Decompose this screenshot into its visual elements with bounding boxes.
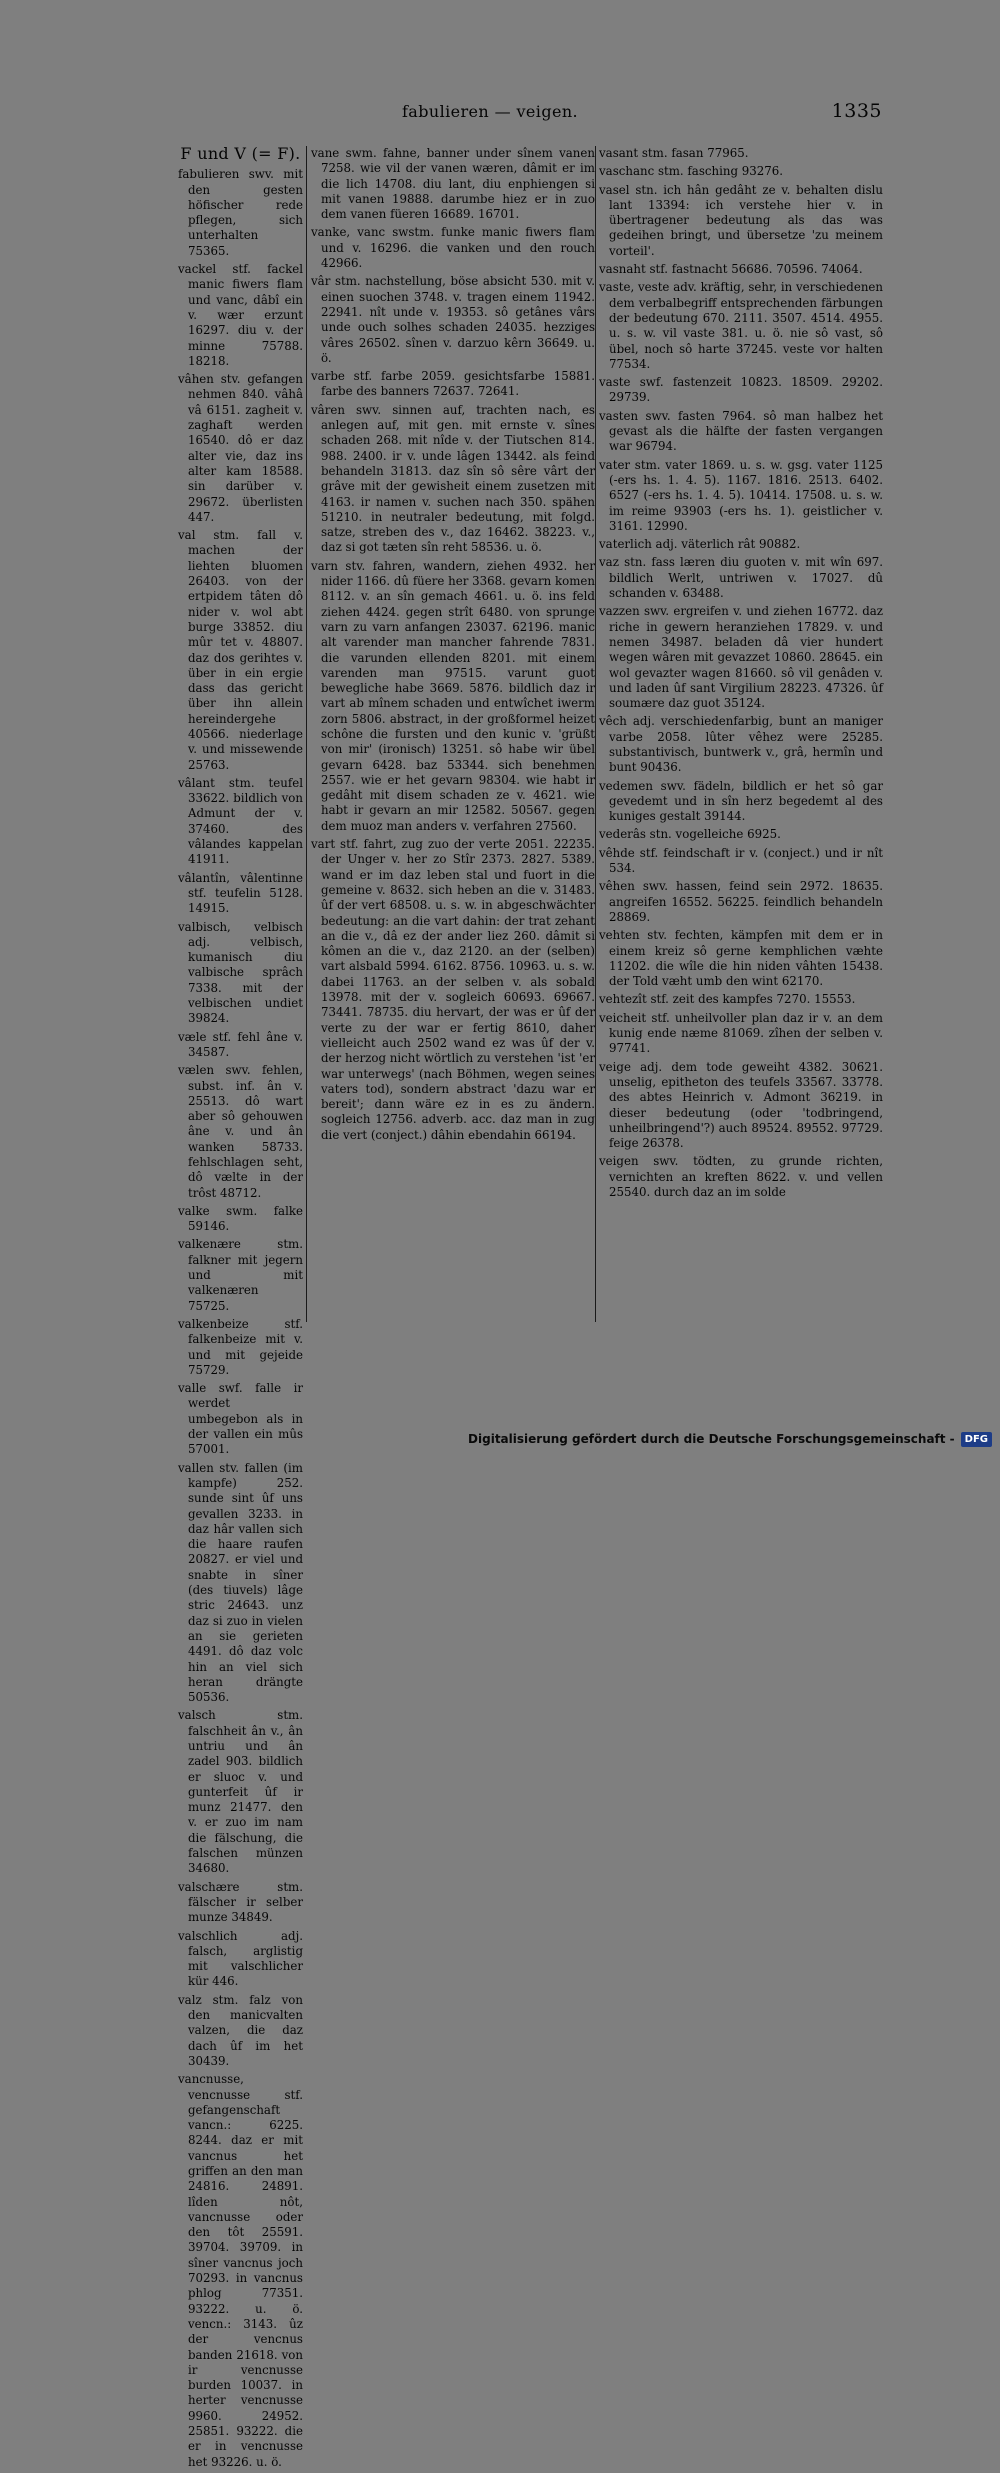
dictionary-entry: vâlant stm. teufel 33622. bildlich von Admunt der v. 37460. des vâlandes kappelan 41911. [178,775,303,867]
dictionary-entry: væle stf. fehl âne v. 34587. [178,1029,303,1059]
dictionary-entry: vasnaht stf. fastnacht 56686. 70596. 74064. [599,262,863,277]
footer-credit: Digitalisierung gefördert durch die Deutsche Forschungsgemeinschaft - [468,1432,955,1446]
dictionary-entry: vêch adj. verschiedenfarbig, bunt an maniger varbe 2058. lûter vêhez were 25285. substantivisch, buntwerk v., grâ, hermîn und bunt 90436. [599,714,883,775]
section-heading: F und V (= F). [180,144,301,163]
running-title: fabulieren — veigen. [401,102,579,121]
page-header [0,100,1000,124]
dictionary-entry: valz stm. falz von den manicvalten valzen, die daz dach ûf im het 30439. [178,1992,303,2068]
column-entries [599,146,883,1200]
dictionary-entry: veigen swv. tödten, zu grunde richten, vernichten an kreften 8622. v. und vellen 25540. durch daz an im solde [599,1154,883,1199]
dictionary-entry: vanke, vanc swstm. funke manic fiwers flam und v. 16296. die vanken und den rouch 42966. [311,225,595,271]
dictionary-entry: veicheit stf. unheilvoller plan daz ir v. an dem kunig ende næme 81069. zîhen der selben v. 97741. [599,1010,883,1056]
dictionary-entry: vaz stn. fass læren diu guoten v. mit wîn 697. bildlich Werlt, untriwen v. 17027. dû schanden v. 63488. [599,555,883,601]
dictionary-entry: vêhen swv. hassen, feind sein 2972. 18635. angreifen 16552. 56225. feindlich behandeln 28869. [599,879,883,924]
dictionary-entry: vêhde stf. feindschaft ir v. (conject.) und ir nît 534. [599,845,883,876]
dictionary-entry: vâr stm. nachstellung, böse absicht 530. mit v. einen suochen 3748. v. tragen einem 11942. 22941. nît unde v. 19353. sô getânes vârs unde ouch solhes schaden 24035. hezziges vâres 26502. sînen v. darzuo kêrn 36649. u. ö. [311,274,595,365]
dictionary-entry: vasel stn. ich hân gedâht ze v. behalten dislu lant 13394: ich verstehe hier v. in übertragener bedeutung als das was gedeihen bringt, und übersetze 'zu meinem vorteil'. [599,182,883,258]
dictionary-entry: val stm. fall v. machen der liehten bluomen 26403. von der ertpidem tâten dô nider v. wol abt burge 33852. diu mûr tet v. 48807. daz dos gerihtes v. über in ein ergie dass das gericht über ihn allein hereindergehe 40566. niederlage v. und missewende 25763. [178,528,303,772]
dictionary-entry: vasten swv. fasten 7964. sô man halbez het gevast als die hälfte der fasten vergangen war 96794. [599,408,883,454]
dictionary-entry: vart stf. fahrt, zug zuo der verte 2051. 22235. der Unger v. her zo Stîr 2373. 2827. 5389. wand er im daz leben stal und fuort in die gemeine v. 8632. sich heben an die v. 31483. ûf der vert 68508. u. s. w. in abgeschwächter bedeutung: an die vart dahin: der trat zehant an die v., dâ ez der ander liez 260. dâmit si kômen an die v., daz 2120. an der (selben) vart alsbald 5994. 6162. 8756. 10963. u. s. w. dabei 11763. an der selben v. als sobald 13978. mit der v. sogleich 60693. 69667. 73441. 78735. diu hervart, der was er ûf der verte zu der war er fertig 8610, daher vielleicht auch 2502 wand ez was ûf der v. der herzog nicht wörtlich zu verstehen 'ist 'er war unterwegs' (nach Böhmen, wegen seines vaters tod), sondern abstract 'dazu war er bereit'; dann wäre ez in es zu ändern. sogleich 12756. adverb. acc. daz man in zug die vert (conject.) dâhin ebendahin 66194. [311,837,595,1142]
dictionary-entry: varbe stf. farbe 2059. gesichtsfarbe 15881. farbe des banners 72637. 72641. [311,369,595,399]
dictionary-entry: vâren swv. sinnen auf, trachten nach, es anlegen auf, mit gen. mit ernste v. sînes schaden 268. mit nîde v. der Tiutschen 814. 988. 2400. ir v. unde lâgen 13442. als feind behandeln 31813. daz sîn sô sêre vârt der grâve mit der gewisheit einem zusetzen mit 4163. ir namen v. suchen nach 350. spähen 51210. in neutraler bedeutung, mit folgd. satze, streben des v., daz 16462. 38223. v., daz si got tæten sîn reht 58536. u. ö. [311,402,595,555]
page-number: 1335 [831,100,882,122]
dictionary-entry: valkenære stm. falkner mit jegern und mit valkenæren 75725. [178,1237,303,1313]
dictionary-entry: vallen stv. fallen (im kampfe) 252. sunde sint ûf uns gevallen 3233. in daz hâr vallen sich die haare raufen 20827. er viel und snabte in sîner (des tiuvels) lâge stric 24643. unz daz si zuo in vielen an sie gerieten 4491. dô daz volc hin an viel sich heran drängte 50536. [178,1460,303,1705]
dictionary-entry: vane swm. fahne, banner under sînem vanen 7258. wie vil der vanen wæren, dâmit er im die lich 14708. diu lant, diu enphiengen si mit vanen 19888. darumbe hiez er in zuo dem vanen füeren 16689. 16701. [311,146,595,222]
dictionary-entry: vedemen swv. fädeln, bildlich er het sô gar gevedemt und in sîn herz begedemt al des kuniges gestalt 39144. [599,778,883,824]
dictionary-entry: vazzen swv. ergreifen v. und ziehen 16772. daz riche in gewern heranziehen 17829. v. und nemen 34987. beladen dâ vier hundert wegen wâren mit gevazzet 10860. 28645. ein wol gevazter wagen 81660. sô vil genâden v. und laden ûf sant Virgilium 28223. 47326. ûf soumære daz guot 35124. [599,604,883,711]
dfg-logo: DFG [961,1432,992,1447]
dictionary-entry: vater stm. vater 1869. u. s. w. gsg. vater 1125 (-ers hs. 1. 4. 5). 1167. 1816. 2513. 6402. 6527 (-ers hs. 1. 4. 5). 10414. 17508. u. s. w. im reime 93903 (-ers hs. 1). geistlicher v. 3161. 12990. [599,457,883,533]
column-entries [311,146,595,1143]
dictionary-column-2 [311,146,595,1146]
dictionary-entry: vancnusse, vencnusse stf. gefangenschaft vancn.: 6225. 8244. daz er mit vancnus het griffen an den man 24816. 24891. lîden nôt, vancnusse oder den tôt 25591. 39704. 39709. in sîner vancnus joch 70293. in vancnus phlog 77351. 93222. u. ö. vencn.: 3143. ûz der vencnus banden 21618. von ir vencnusse burden 10037. in herter vencnusse 9960. 24952. 25851. 93222. die er in vencnusse het 93226. u. ö. [178,2072,303,2469]
dictionary-entry: vaterlich adj. väterlich rât 90882. [599,537,801,552]
column-divider [595,146,596,1322]
column-divider [306,146,307,1322]
dictionary-entry: vackel stf. fackel manic fiwers flam und vanc, dâbî ein v. wær erzunt 16297. diu v. der minne 75788. 18218. [178,262,303,368]
column-entries [178,167,303,2470]
dictionary-entry: fabulieren swv. mit den gesten höfischer rede pflegen, sich unterhalten 75365. [178,167,303,258]
dictionary-column-3 [599,146,883,1203]
dictionary-entry: valkenbeize stf. falkenbeize mit v. und mit gejeide 75729. [178,1316,303,1377]
dictionary-entry: vælen swv. fehlen, subst. inf. ân v. 25513. dô wart aber sô gehouwen âne v. und ân wanken 58733. fehlschlagen seht, dô vælte in der trôst 48712. [178,1063,303,1200]
dictionary-entry: vâlantîn, vâlentinne stf. teufelin 5128. 14915. [178,870,303,916]
dictionary-entry: valschære stm. fälscher ir selber munze 34849. [178,1879,303,1925]
dictionary-entry: vederâs stn. vogelleiche 6925. [599,827,781,842]
dictionary-entry: vaste swf. fastenzeit 10823. 18509. 29202. 29739. [599,375,883,405]
dictionary-entry: valschlich adj. falsch, arglistig mit valschlicher kür 446. [178,1928,303,1989]
dictionary-entry: vehten stv. fechten, kämpfen mit dem er in einem kreiz sô gerne kemphlichen væhte 11202. die wîle die hin niden vâhten 15438. der Told væht umb den wint 62170. [599,928,883,989]
dictionary-entry: varn stv. fahren, wandern, ziehen 4932. her nider 1166. dû füere her 3368. gevarn komen 8112. v. an sîn gemach 4661. u. ö. ins feld ziehen 4424. gegen strît 6480. von sprunge varn zu varn anfangen 23037. 62196. manic alt varender man mancher fahrende 7831. die varunden ellenden 8201. mit einem varenden man 97515. varunt guot bewegliche habe 3669. 5876. bildlich daz ir vart ab mînem schaden und entwîchet iwerm zorn 5806. abstract, in der großformel heizet schône die fursten und den kunic v. 'grüßt von mir' (ironisch) 13251. sô habe wir übel gevarn 6428. baz 53344. sich benehmen 2557. wie er het gevarn 98304. wie habt ir gedâht mit disem schaden ze v. 4621. wie habt ir gevarn an mir 12582. 50567. gegen dem muoz man anders v. verfahren 27560. [311,558,595,833]
footer [0,1428,1000,1450]
dictionary-entry: vasant stm. fasan 77965. [599,146,749,160]
dictionary-entry: vaschanc stm. fasching 93276. [599,164,784,179]
dictionary-entry: vaste, veste adv. kräftig, sehr, in verschiedenen dem verbalbegriff entsprechenden färbungen der bedeutung 670. 2111. 3507. 4514. 4955. u. s. w. vil vaste 381. u. ö. nie sô vast, sô übel, noch sô harte 37245. veste vor halten 77534. [599,280,883,371]
dictionary-entry: vâhen stv. gefangen nehmen 840. vâhâ vâ 6151. zagheit v. zaghaft werden 16540. dô er daz alter vie, daz ins alter kam 18588. sin darüber v. 29672. überlisten 447. [178,372,303,524]
dictionary-entry: valle swf. falle ir werdet umbegebon als in der vallen ein mûs 57001. [178,1381,303,1457]
dictionary-entry: veige adj. dem tode geweiht 4382. 30621. unselig, epitheton des teufels 33567. 33778. des abtes Heinrich v. Admont 36219. in dieser bedeutung (oder 'todbringend, unheilbringend'?) auch 89524. 89552. 97729. feige 26378. [599,1059,883,1151]
dictionary-entry: valbisch, velbisch adj. velbisch, kumanisch diu valbische sprâch 7338. mit der velbischen undiet 39824. [178,919,303,1026]
dictionary-column-1 [178,146,303,2473]
dictionary-entry: valke swm. falke 59146. [178,1203,303,1234]
dictionary-entry: vehtezît stf. zeit des kampfes 7270. 15553. [599,992,856,1007]
dictionary-entry: valsch stm. falschheit ân v., ân untriu und ân zadel 903. bildlich er sluoc v. und gunterfeit ûf ir munz 21477. den v. er zuo im nam die fälschung, die falschen münzen 34680. [178,1708,303,1876]
